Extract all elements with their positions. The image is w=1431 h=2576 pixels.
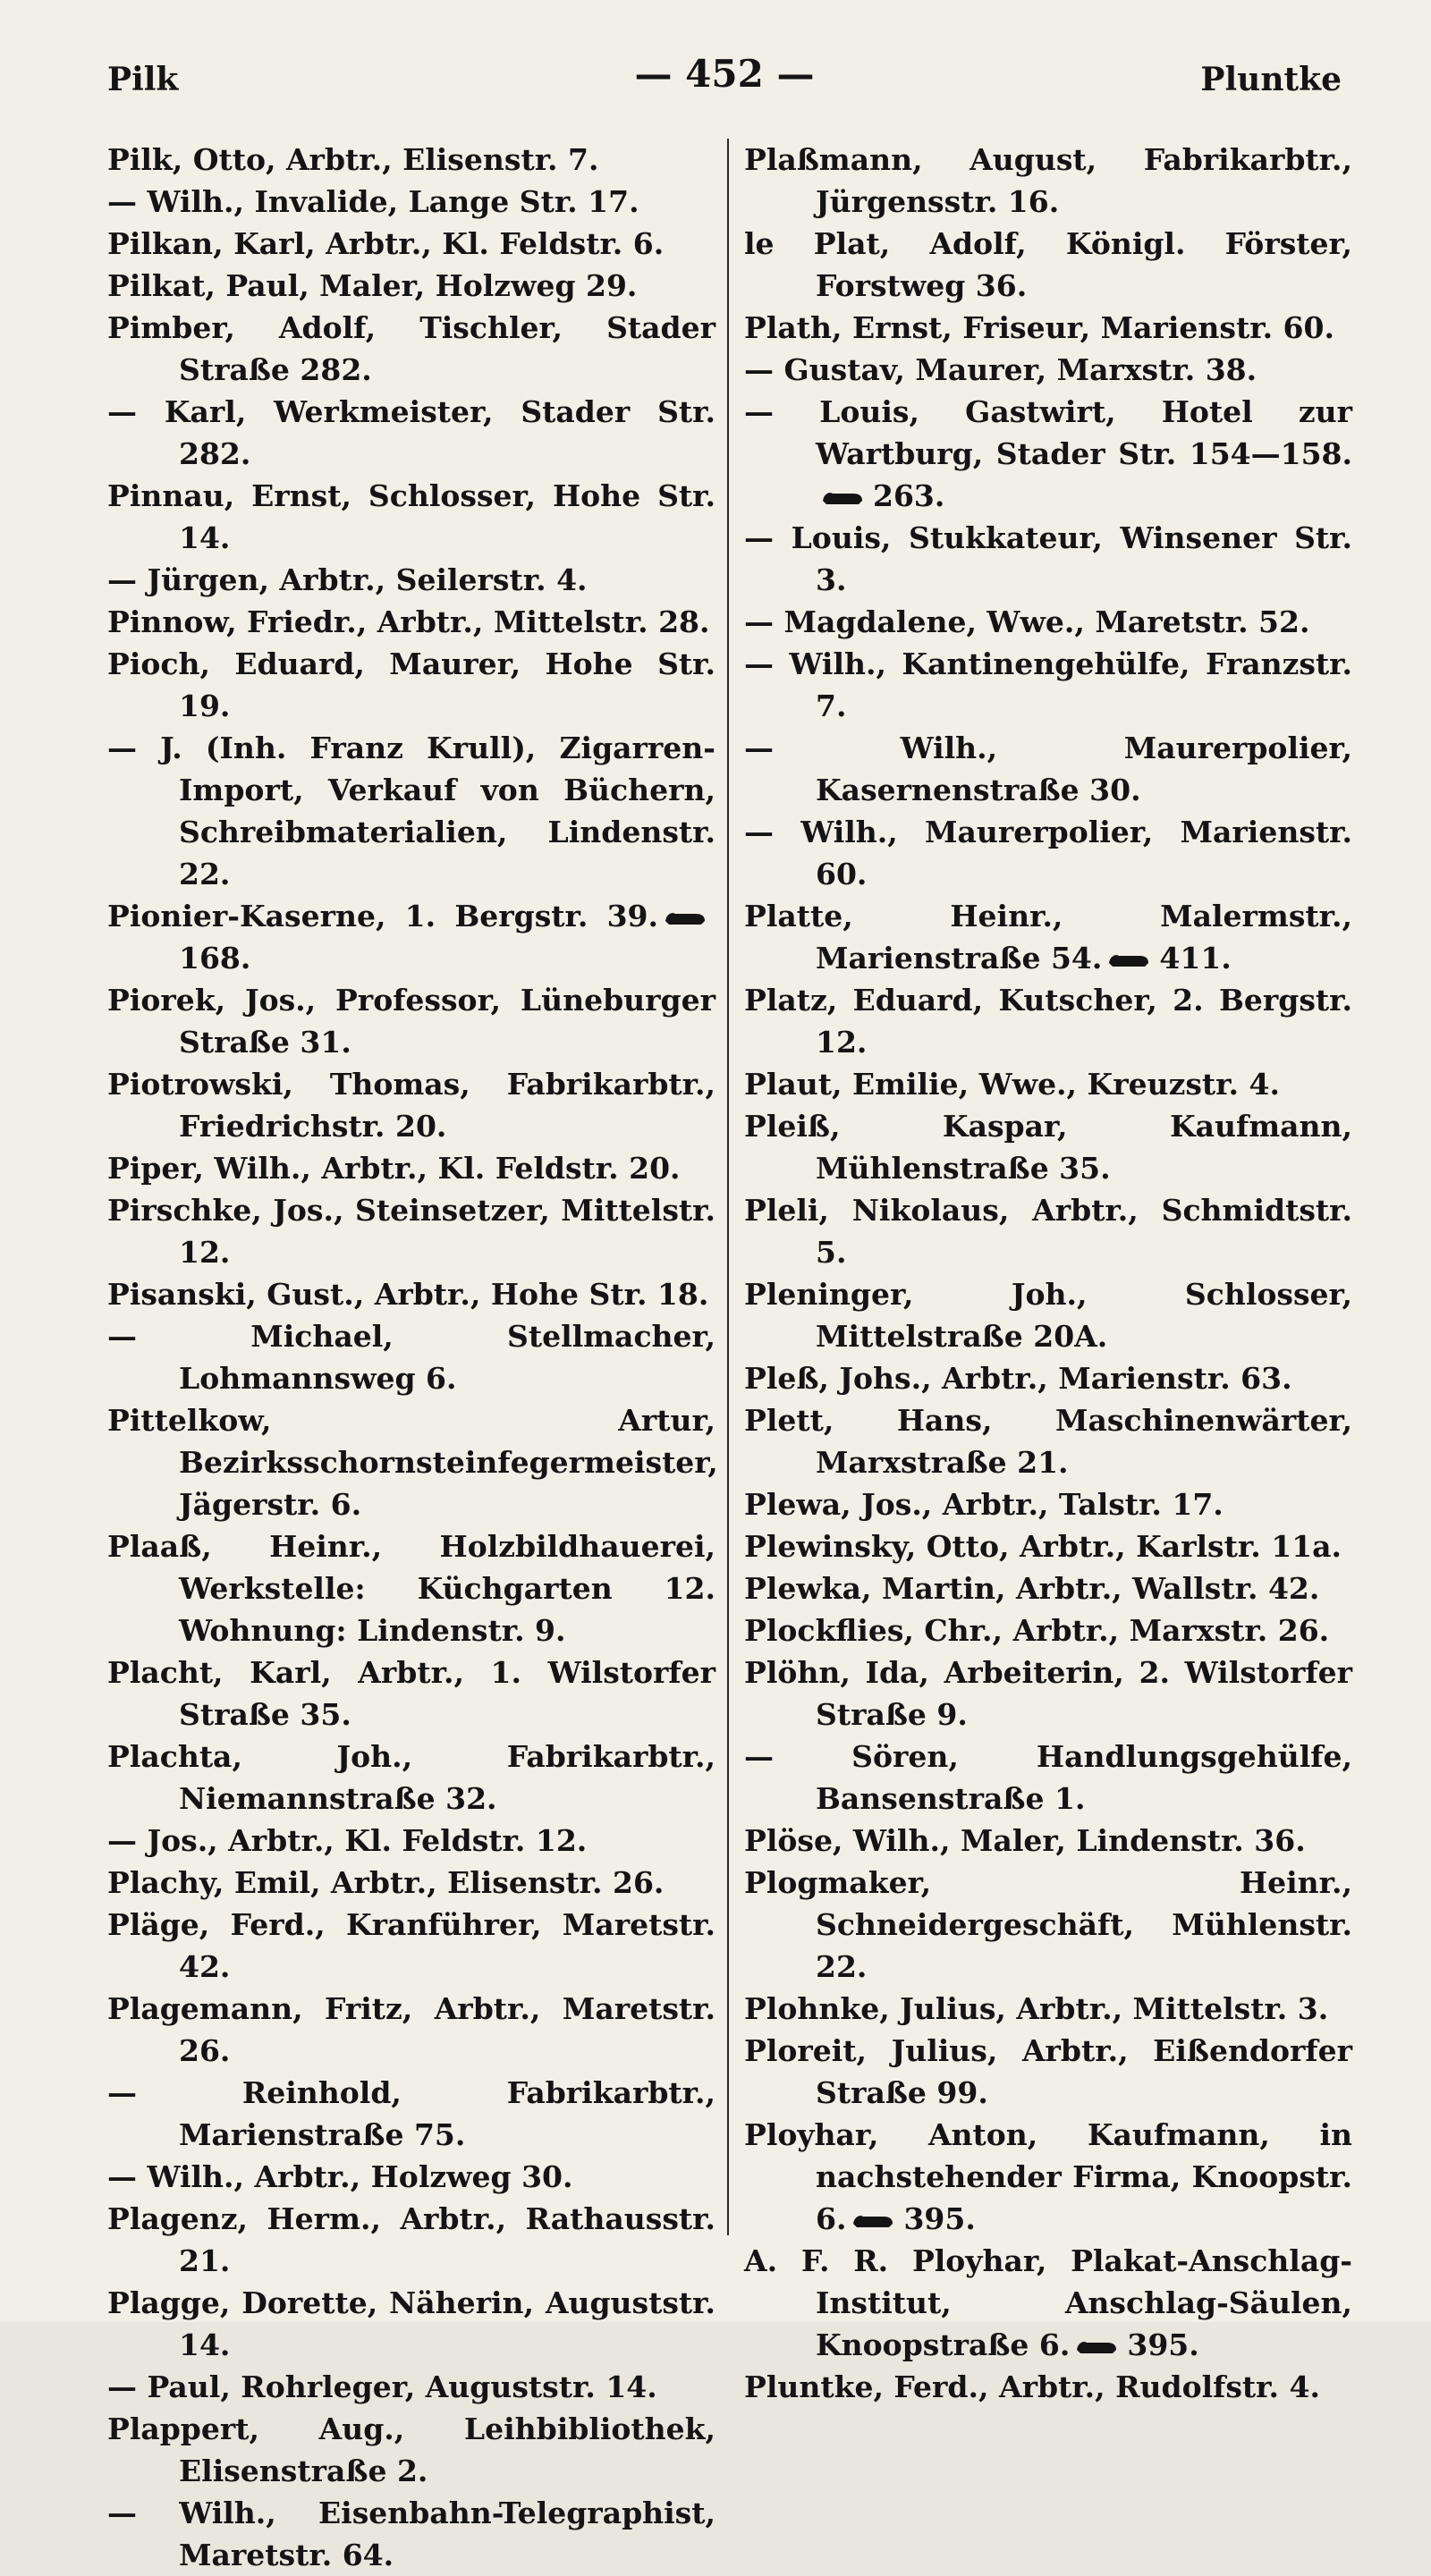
directory-entry [107, 1315, 716, 1399]
directory-entry [744, 895, 1352, 979]
entry-text: Pioch, Eduard, Maurer, Hohe Str. 19. [107, 646, 716, 723]
entry-text: Ployhar, Anton, Kaufmann, in nachstehender Firma, Knoopstr. 6. [744, 2117, 1352, 2236]
entry-text: Plappert, Aug., Leihbibliothek, Elisenstraße 2. [107, 2411, 716, 2488]
directory-entry [744, 1862, 1352, 1988]
directory-entry [744, 2240, 1352, 2366]
directory-entry [107, 181, 716, 223]
entry-text: Placht, Karl, Arbtr., 1. Wilstorfer Straße 35. [107, 1655, 716, 1732]
entry-text: Pirschke, Jos., Steinsetzer, Mittelstr. 12. [107, 1193, 716, 1270]
directory-entry [107, 979, 716, 1063]
directory-entry [107, 2072, 716, 2156]
entry-text: — Louis, Stukkateur, Winsener Str. 3. [744, 520, 1352, 597]
entry-text: Pleß, Johs., Arbtr., Marienstr. 63. [744, 1361, 1292, 1396]
entry-text: Pläge, Ferd., Kranführer, Maretstr. 42. [107, 1907, 716, 1984]
phone-number: 411. [1159, 941, 1232, 976]
page-number: — 452 — [634, 52, 815, 96]
directory-entry [744, 727, 1352, 811]
entry-text: — Sören, Handlungsgehülfe, Bansenstraße 1. [744, 1739, 1352, 1816]
directory-entry [107, 2198, 716, 2282]
phone-number: 263. [873, 478, 945, 513]
directory-entry [744, 1525, 1352, 1567]
directory-entry [107, 1063, 716, 1147]
phone-number: 395. [1127, 2327, 1199, 2362]
directory-entry [744, 1273, 1352, 1357]
directory-entry [107, 727, 716, 895]
directory-entry [744, 223, 1352, 307]
directory-entry [107, 1189, 716, 1273]
directory-entry [107, 2408, 716, 2492]
directory-entry [744, 1988, 1352, 2030]
directory-entry [107, 223, 716, 265]
directory-entry [744, 517, 1352, 601]
entry-text: Plaßmann, August, Fabrikarbtr., Jürgensstr. 16. [744, 142, 1352, 219]
entry-text: Plöse, Wilh., Maler, Lindenstr. 36. [744, 1823, 1306, 1858]
entry-text: Plagemann, Fritz, Arbtr., Maretstr. 26. [107, 1991, 716, 2068]
entry-text: A. F. R. Ployhar, Plakat-Anschlag-Institut, Anschlag-Säulen, Knoopstraße 6. [744, 2243, 1352, 2362]
entry-text: — Wilh., Eisenbahn-Telegraphist, Maretstr. 64. [107, 2496, 716, 2572]
directory-entry [107, 391, 716, 475]
directory-entry [744, 307, 1352, 349]
entry-text: — Reinhold, Fabrikarbtr., Marienstraße 75. [107, 2075, 716, 2152]
telephone-icon [851, 2211, 894, 2231]
entry-text: le Plat, Adolf, Königl. Förster, Forstweg 36. [744, 226, 1352, 303]
entry-text: Pittelkow, Artur, Bezirksschornsteinfegermeister, Jägerstr. 6. [107, 1403, 718, 1522]
entry-text: Plaut, Emilie, Wwe., Kreuzstr. 4. [744, 1067, 1280, 1102]
directory-entry [744, 1063, 1352, 1105]
directory-entry [107, 1399, 716, 1525]
directory-entry [107, 265, 716, 307]
entry-text: Plagenz, Herm., Arbtr., Rathausstr. 21. [107, 2201, 716, 2278]
directory-entry [744, 1609, 1352, 1651]
directory-entry [107, 1904, 716, 1988]
directory-entry [107, 1736, 716, 1820]
entry-text: — Jos., Arbtr., Kl. Feldstr. 12. [107, 1823, 588, 1858]
entry-text: Pimber, Adolf, Tischler, Stader Straße 282. [107, 310, 716, 387]
entry-text: Pilkan, Karl, Arbtr., Kl. Feldstr. 6. [107, 226, 665, 261]
directory-entry [744, 1736, 1352, 1820]
entry-text: Pleninger, Joh., Schlosser, Mittelstraße 20A. [744, 1277, 1352, 1354]
directory-entry [744, 643, 1352, 727]
entry-text: Plagge, Dorette, Näherin, Auguststr. 14. [107, 2285, 716, 2362]
entry-text: — Wilh., Maurerpolier, Kasernenstraße 30. [744, 731, 1352, 807]
directory-entry [107, 559, 716, 601]
directory-entry [744, 2366, 1352, 2408]
entry-text: Plöhn, Ida, Arbeiterin, 2. Wilstorfer Straße 9. [744, 1655, 1352, 1732]
directory-columns [107, 139, 1359, 2572]
entry-text: — Wilh., Invalide, Lange Str. 17. [107, 184, 639, 219]
directory-entry [744, 1189, 1352, 1273]
entry-text: — Michael, Stellmacher, Lohmannsweg 6. [107, 1319, 716, 1396]
entry-text: Plath, Ernst, Friseur, Marienstr. 60. [744, 310, 1334, 345]
directory-entry [107, 895, 716, 979]
entry-text: Pionier-Kaserne, 1. Bergstr. 39. [107, 899, 658, 933]
entry-text: Plockflies, Chr., Arbtr., Marxstr. 26. [744, 1613, 1330, 1648]
directory-entry [107, 2366, 716, 2408]
entry-text: — Paul, Rohrleger, Auguststr. 14. [107, 2369, 657, 2404]
entry-text: Piorek, Jos., Professor, Lüneburger Straße 31. [107, 983, 716, 1060]
directory-entry [107, 1147, 716, 1189]
directory-entry [107, 2156, 716, 2198]
directory-entry [107, 475, 716, 559]
telephone-icon [821, 488, 864, 508]
directory-entry [744, 391, 1352, 517]
directory-entry [744, 811, 1352, 895]
directory-entry [744, 601, 1352, 643]
header-right-keyword: Pluntke [1200, 61, 1342, 98]
telephone-icon [1075, 2337, 1118, 2357]
entry-text: Pinnow, Friedr., Arbtr., Mittelstr. 28. [107, 604, 710, 639]
entry-text: Plewinsky, Otto, Arbtr., Karlstr. 11a. [744, 1529, 1342, 1564]
entry-text: Pleli, Nikolaus, Arbtr., Schmidtstr. 5. [744, 1193, 1352, 1270]
header-left-keyword: Pilk [107, 61, 179, 98]
directory-entry [107, 1862, 716, 1904]
entry-text: — Magdalene, Wwe., Maretstr. 52. [744, 604, 1310, 639]
entry-text: Platte, Heinr., Malermstr., Marienstraße 54. [744, 899, 1352, 976]
directory-entry [107, 139, 716, 181]
entry-text: — J. (Inh. Franz Krull), Zigarren-Import, Verkauf von Büchern, Schreibmaterialien, Lindenstr. 22. [107, 731, 716, 891]
entry-text: Pluntke, Ferd., Arbtr., Rudolfstr. 4. [744, 2369, 1320, 2404]
directory-entry [107, 1988, 716, 2072]
entry-text: Plaaß, Heinr., Holzbildhauerei, Werkstelle: Küchgarten 12. Wohnung: Lindenstr. 9. [107, 1529, 716, 1648]
right-column [744, 139, 1352, 2408]
directory-entry [107, 2282, 716, 2366]
entry-text: Plachta, Joh., Fabrikarbtr., Niemannstraße 32. [107, 1739, 716, 1816]
entry-text: Plogmaker, Heinr., Schneidergeschäft, Mühlenstr. 22. [744, 1865, 1352, 1984]
entry-text: Plohnke, Julius, Arbtr., Mittelstr. 3. [744, 1991, 1329, 2026]
directory-entry [744, 1399, 1352, 1483]
directory-entry [107, 1820, 716, 1862]
directory-entry [107, 1651, 716, 1736]
entry-text: Piotrowski, Thomas, Fabrikarbtr., Friedrichstr. 20. [107, 1067, 716, 1144]
phone-number: 168. [179, 941, 251, 976]
directory-entry [744, 139, 1352, 223]
directory-entry [744, 1105, 1352, 1189]
directory-entry [744, 2114, 1352, 2240]
phone-number: 395. [903, 2201, 976, 2236]
entry-text: Plett, Hans, Maschinenwärter, Marxstraße 21. [744, 1403, 1352, 1480]
entry-text: Pinnau, Ernst, Schlosser, Hohe Str. 14. [107, 478, 716, 555]
directory-entry [107, 307, 716, 391]
entry-text: Plewa, Jos., Arbtr., Talstr. 17. [744, 1487, 1224, 1522]
telephone-icon [1107, 950, 1150, 970]
directory-entry [744, 1483, 1352, 1525]
directory-entry [107, 1273, 716, 1315]
entry-text: Pleiß, Kaspar, Kaufmann, Mühlenstraße 35. [744, 1109, 1352, 1186]
page-header [107, 52, 1342, 114]
directory-entry [744, 2030, 1352, 2114]
left-column [107, 139, 716, 2576]
telephone-icon [664, 908, 707, 928]
entry-text: Plachy, Emil, Arbtr., Elisenstr. 26. [107, 1865, 665, 1900]
entry-text: Pilk, Otto, Arbtr., Elisenstr. 7. [107, 142, 599, 177]
entry-text: Platz, Eduard, Kutscher, 2. Bergstr. 12. [744, 983, 1352, 1060]
entry-text: — Karl, Werkmeister, Stader Str. 282. [107, 394, 716, 471]
entry-text: Pilkat, Paul, Maler, Holzweg 29. [107, 268, 638, 303]
entry-text: — Gustav, Maurer, Marxstr. 38. [744, 352, 1257, 387]
directory-entry [744, 1820, 1352, 1862]
entry-text: — Wilh., Kantinengehülfe, Franzstr. 7. [744, 646, 1352, 723]
column-divider [727, 139, 729, 2235]
directory-entry [744, 1357, 1352, 1399]
directory-entry [744, 1651, 1352, 1736]
entry-text: — Jürgen, Arbtr., Seilerstr. 4. [107, 562, 588, 597]
directory-entry [107, 643, 716, 727]
directory-entry [107, 2492, 716, 2576]
entry-text: — Wilh., Arbtr., Holzweg 30. [107, 2159, 573, 2194]
entry-text: Plewka, Martin, Arbtr., Wallstr. 42. [744, 1571, 1320, 1606]
entry-text: Piper, Wilh., Arbtr., Kl. Feldstr. 20. [107, 1151, 681, 1186]
entry-text: — Wilh., Maurerpolier, Marienstr. 60. [744, 815, 1352, 891]
directory-entry [744, 349, 1352, 391]
directory-entry [107, 1525, 716, 1651]
directory-entry [744, 1567, 1352, 1609]
directory-entry [744, 979, 1352, 1063]
entry-text: Ploreit, Julius, Arbtr., Eißendorfer Straße 99. [744, 2033, 1352, 2110]
entry-text: Pisanski, Gust., Arbtr., Hohe Str. 18. [107, 1277, 709, 1312]
directory-entry [107, 601, 716, 643]
entry-text: — Louis, Gastwirt, Hotel zur Wartburg, Stader Str. 154—158. [744, 394, 1352, 471]
